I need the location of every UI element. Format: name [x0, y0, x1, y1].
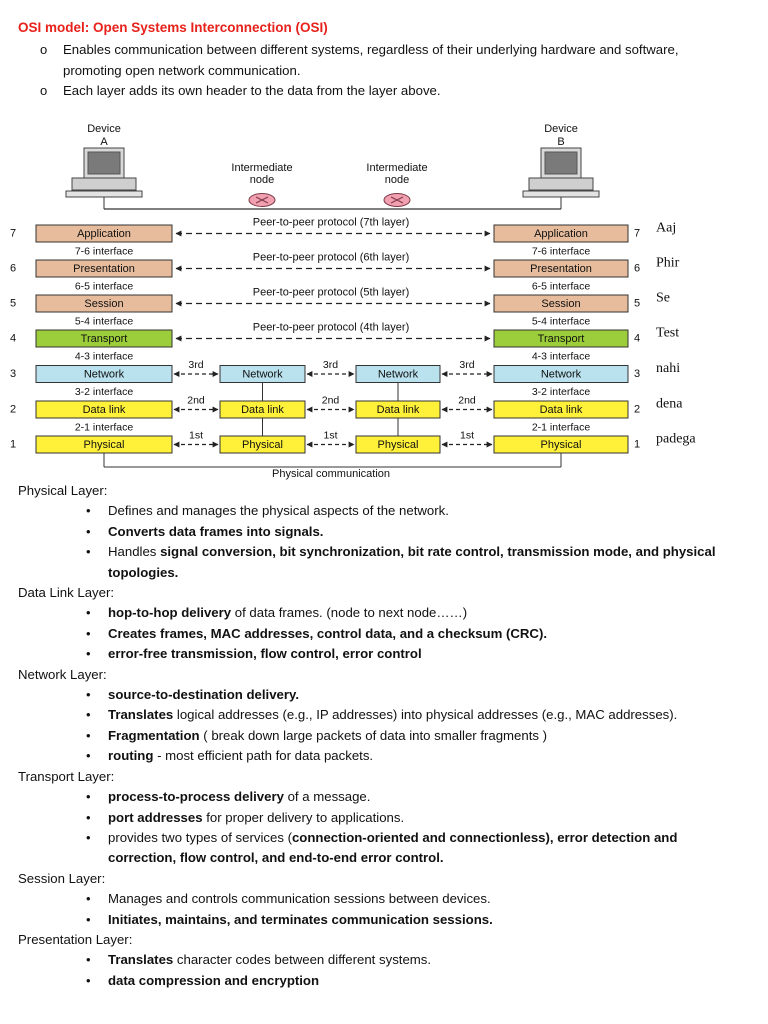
bullet-glyph: • — [86, 605, 91, 621]
text: - most efficient path for data packets. — [153, 748, 374, 764]
device-a-label: A — [100, 135, 108, 148]
computer-icon — [66, 148, 142, 197]
bold-text: Initiates, maintains, and terminates communication sessions. — [108, 911, 493, 927]
bullet-glyph: • — [86, 789, 91, 805]
bullet-glyph: • — [86, 952, 91, 968]
text: logical addresses (e.g., IP addresses) into physical addresses (e.g., MAC addresses). — [173, 707, 678, 723]
section-heading: Network Layer: — [18, 666, 107, 682]
bold-text: Translates — [108, 952, 174, 968]
section-list — [18, 787, 748, 869]
intro-item — [40, 40, 740, 81]
layer-label-application: Application — [534, 227, 588, 240]
layer-number: 7 — [9, 227, 17, 240]
bold-text: Fragmentation — [108, 727, 200, 743]
text: Manages and controls communication sessions between devices. — [108, 891, 491, 907]
list-item — [18, 808, 748, 828]
hop-label: 1st — [188, 429, 204, 442]
list-item — [18, 746, 748, 766]
interface-label: 4-3 interface — [531, 350, 591, 363]
section-list — [18, 889, 748, 930]
layer-label-presentation: Presentation — [73, 262, 135, 275]
bold-text: Creates frames, MAC addresses, control data, and a checksum (CRC). — [108, 625, 547, 641]
intro-list — [40, 40, 740, 102]
bullet-glyph: • — [86, 544, 91, 560]
node-label-network: Network — [377, 368, 419, 381]
list-item — [18, 522, 748, 542]
interface-label: 2-1 interface — [74, 421, 134, 434]
bullet-glyph: • — [86, 625, 91, 641]
peer-protocol-label: Peer-to-peer protocol (7th layer) — [252, 216, 410, 229]
intro-text: Each layer adds its own header to the data from the layer above. — [63, 83, 441, 98]
layer-number: 6 — [9, 262, 17, 275]
bold-text: error-free transmission, flow control, error control — [108, 646, 422, 662]
bold-text: signal conversion, bit synchronization, bit rate control, transmission mode, and physical topologies. — [108, 544, 716, 580]
system-unit — [529, 178, 593, 190]
peer-protocol-label: Peer-to-peer protocol (6th layer) — [252, 251, 410, 264]
mnemonic-word: padega — [656, 431, 696, 447]
layer-number: 3 — [633, 367, 641, 380]
page-title: OSI model: Open Systems Interconnection (OSI) — [18, 20, 328, 35]
interface-label: 5-4 interface — [531, 315, 591, 328]
bullet-glyph: • — [86, 503, 91, 519]
layer-label-session: Session — [541, 297, 581, 310]
list-item — [18, 685, 748, 705]
intermediate-node-label: Intermediate — [366, 161, 428, 174]
interface-label: 4-3 interface — [74, 350, 134, 363]
section-heading: Presentation Layer: — [18, 931, 133, 947]
keyboard — [523, 191, 599, 197]
mnemonic-word: Aaj — [656, 220, 677, 236]
bullet-glyph: • — [86, 972, 91, 988]
text: Defines and manages the physical aspects of the network. — [108, 503, 449, 519]
mnemonic-word: Test — [656, 325, 680, 341]
bold-text: Translates — [108, 707, 174, 723]
list-item — [18, 950, 748, 970]
bold-text: Converts data frames into signals. — [108, 523, 324, 539]
bold-text: data compression and encryption — [108, 972, 320, 988]
section-heading: Transport Layer: — [18, 768, 115, 784]
layer-number: 1 — [633, 438, 641, 451]
osi-diagram — [0, 116, 768, 482]
node-label-datalink: Data link — [376, 403, 420, 416]
text: for proper delivery to applications. — [202, 809, 405, 825]
list-item — [18, 828, 748, 869]
bullet-glyph: • — [86, 809, 91, 825]
interface-label: 7-6 interface — [531, 245, 591, 258]
layer-label-datalink: Data link — [539, 403, 583, 416]
keyboard — [66, 191, 142, 197]
bold-text: port addresses — [108, 809, 203, 825]
layer-number: 6 — [633, 262, 641, 275]
hop-label: 3rd — [188, 358, 204, 371]
device-b-label: Device — [544, 122, 578, 135]
list-item — [18, 726, 748, 746]
layer-label-physical: Physical — [540, 438, 582, 451]
mnemonic-word: dena — [656, 396, 683, 412]
screen — [545, 152, 577, 174]
hop-label: 2nd — [187, 394, 205, 407]
hop-label: 1st — [459, 429, 475, 442]
section-list — [18, 603, 748, 664]
interface-label: 6-5 interface — [531, 280, 591, 293]
interface-label: 3-2 interface — [74, 386, 134, 399]
mnemonic-word: nahi — [656, 361, 681, 377]
bullet-glyph: • — [86, 523, 91, 539]
node-label-physical: Physical — [242, 438, 283, 451]
list-item — [18, 971, 748, 991]
intro-item — [40, 81, 740, 102]
text: ( break down large packets of data into smaller fragments ) — [199, 727, 548, 743]
layer-number: 5 — [9, 297, 17, 310]
layer-number: 1 — [9, 438, 17, 451]
list-item — [18, 603, 748, 623]
intermediate-node-label: Intermediate — [231, 161, 293, 174]
node-label-datalink: Data link — [241, 403, 284, 416]
layer-label-transport: Transport — [537, 332, 585, 345]
text: provides two types of services ( — [108, 829, 292, 845]
bullet-glyph: • — [86, 911, 91, 927]
bold-text: source-to-destination delivery. — [108, 687, 300, 703]
computer-icon — [523, 148, 599, 197]
text: Handles — [108, 544, 161, 560]
text: character codes between different systems. — [173, 952, 432, 968]
peer-protocol-label: Peer-to-peer protocol (5th layer) — [252, 286, 410, 299]
layer-label-network: Network — [83, 368, 125, 381]
interface-label: 3-2 interface — [531, 386, 591, 399]
list-item — [18, 787, 748, 807]
layer-notes — [18, 481, 748, 991]
interface-label: 7-6 interface — [74, 245, 134, 258]
peer-protocol-label: Peer-to-peer protocol (4th layer) — [252, 321, 410, 334]
hop-label: 1st — [323, 429, 338, 442]
node-label-physical: Physical — [377, 438, 419, 451]
bullet-glyph: • — [86, 727, 91, 743]
bullet-glyph: • — [86, 687, 91, 703]
list-item — [18, 644, 748, 664]
hop-label: 2nd — [321, 394, 340, 407]
layer-number: 4 — [633, 332, 641, 345]
hop-label: 2nd — [458, 394, 476, 407]
intro-text: Enables communication between different systems, regardless of their underlying hardware and software, promoting open network communication. — [63, 42, 679, 78]
bullet-glyph: o — [40, 42, 48, 57]
layer-number: 2 — [9, 403, 17, 416]
list-item — [18, 501, 748, 521]
bold-text: routing — [108, 748, 154, 764]
layer-number: 5 — [633, 297, 641, 310]
physical-communication-label: Physical communication — [272, 467, 390, 480]
intermediate-node-label: node — [384, 173, 410, 186]
bullet-glyph: • — [86, 707, 91, 723]
list-item — [18, 624, 748, 644]
section-list — [18, 685, 748, 767]
bullet-glyph: • — [86, 829, 91, 845]
layer-number: 4 — [9, 332, 17, 345]
bullet-glyph: • — [86, 891, 91, 907]
section-heading: Session Layer: — [18, 870, 106, 886]
section-list — [18, 501, 748, 583]
layer-label-transport: Transport — [80, 332, 128, 345]
bold-text: hop-to-hop delivery — [108, 605, 232, 621]
hop-label: 3rd — [459, 358, 475, 371]
list-item — [18, 910, 748, 930]
section-list — [18, 950, 748, 991]
bullet-glyph: • — [86, 646, 91, 662]
layer-label-session: Session — [84, 297, 124, 310]
section-heading: Data Link Layer: — [18, 585, 115, 601]
intermediate-node-label: node — [249, 173, 275, 186]
bold-text: connection-oriented and connectionless), error detection and correction, flow control, and end-to-end error control. — [108, 829, 678, 866]
screen — [88, 152, 120, 174]
mnemonic-word: Phir — [656, 255, 680, 271]
bold-text: process-to-process delivery — [108, 789, 284, 805]
text: of a message. — [283, 789, 371, 805]
node-label-network: Network — [242, 368, 283, 381]
layer-number: 7 — [633, 227, 641, 240]
layer-label-presentation: Presentation — [530, 262, 592, 275]
layer-label-application: Application — [77, 227, 131, 240]
mnemonic-word: Se — [656, 290, 670, 306]
system-unit — [72, 178, 136, 190]
device-a-label: Device — [87, 122, 121, 135]
hop-label: 3rd — [322, 358, 339, 371]
bullet-glyph: o — [40, 83, 48, 98]
layer-label-physical: Physical — [83, 438, 125, 451]
list-item — [18, 542, 748, 583]
interface-label: 6-5 interface — [74, 280, 134, 293]
bullet-glyph: • — [86, 748, 91, 764]
list-item — [18, 889, 748, 909]
section-heading: Physical Layer: — [18, 483, 108, 498]
layer-label-network: Network — [540, 368, 582, 381]
layer-label-datalink: Data link — [82, 403, 126, 416]
list-item — [18, 705, 748, 725]
layer-number: 3 — [9, 367, 17, 380]
device-b-label: B — [557, 135, 565, 148]
interface-label: 5-4 interface — [74, 315, 134, 328]
layer-number: 2 — [633, 403, 641, 416]
interface-label: 2-1 interface — [531, 421, 591, 434]
text: of data frames. (node to next node……) — [231, 605, 468, 621]
